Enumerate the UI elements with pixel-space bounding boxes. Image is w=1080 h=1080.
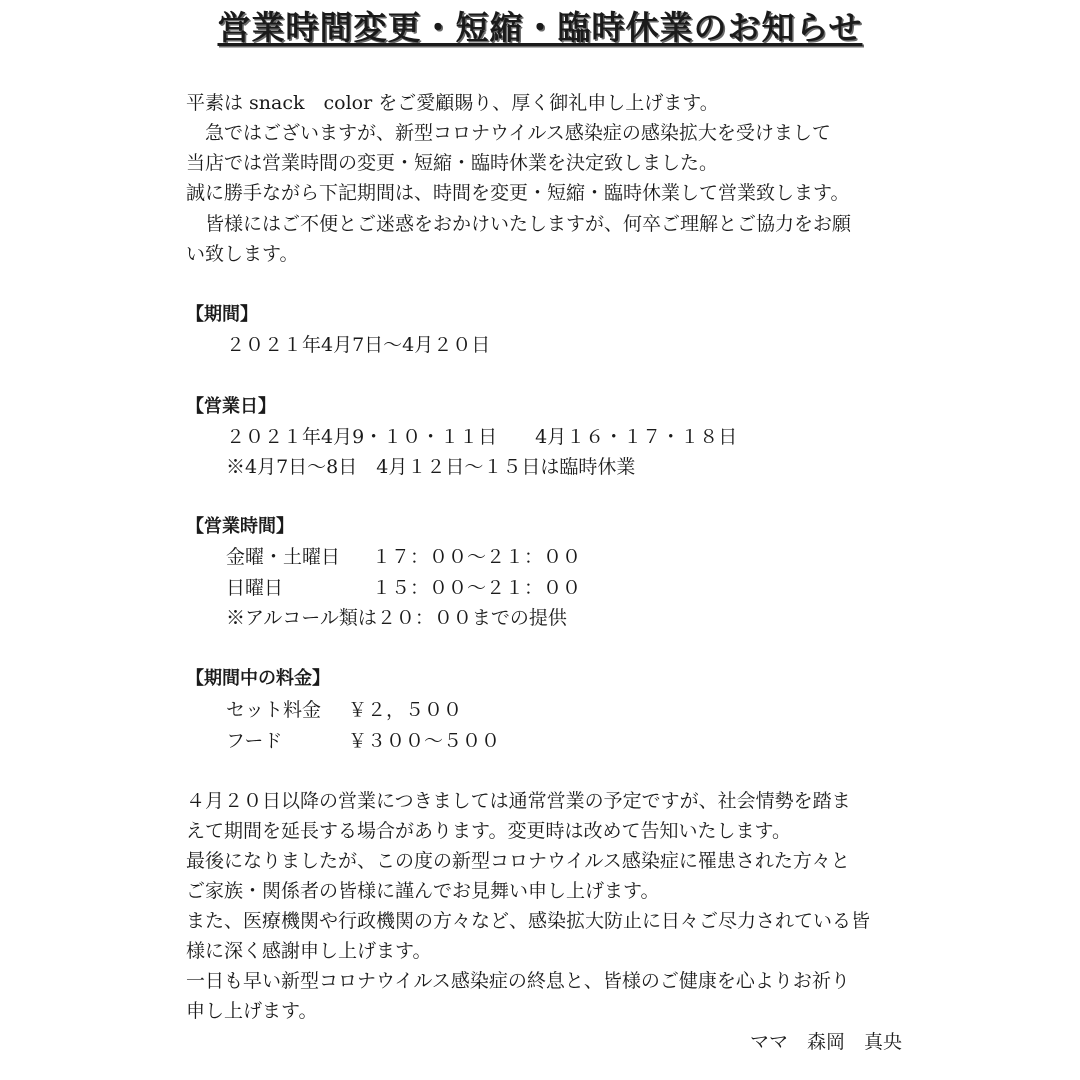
business-days-dates: ２０２１年4月9・１０・１１日 4月１６・１７・１８日 [226, 426, 738, 448]
notice-title [0, 8, 1080, 48]
closing-line: えて期間を延長する場合があります。変更時は改めて告知いたします。 [186, 820, 791, 842]
intro-line: 当店では営業時間の変更・短縮・臨時休業を決定致しました。 [186, 152, 719, 174]
intro-line: い致します。 [186, 243, 299, 265]
hours-time-value: １５：００〜２１：００ [372, 577, 582, 599]
closing-line: また、医療機関や行政機関の方々など、感染拡大防止に日々ご尽力されている皆 [186, 910, 871, 932]
intro-line: 皆様にはご不便とご迷惑をおかけいたしますが、何卒ご理解とご協力をお願 [186, 213, 852, 235]
period-value: ２０２１年4月7日〜4月２０日 [226, 334, 491, 356]
closing-line: 申し上げます。 [186, 1000, 318, 1022]
business-days-heading: 【営業日】 [186, 396, 276, 417]
intro-line: 平素は snack color をご愛顧賜り、厚く御礼申し上げます。 [186, 92, 719, 114]
closing-line: ４月２０日以降の営業につきましては通常営業の予定ですが、社会情勢を踏ま [186, 790, 851, 812]
closing-line: 様に深く感謝申し上げます。 [186, 940, 432, 962]
intro-line: 誠に勝手ながら下記期間は、時間を変更・短縮・臨時休業して営業致します。 [186, 182, 850, 204]
closing-line: 最後になりましたが、この度の新型コロナウイルス感染症に罹患された方々と [186, 850, 850, 872]
notice-title-text: 営業時間変更・短縮・臨時休業のお知らせ [217, 8, 863, 47]
intro-line: 急ではございますが、新型コロナウイルス感染症の感染拡大を受けまして [186, 122, 831, 144]
price-value: ￥３００〜５００ [348, 730, 501, 752]
business-days-closure-note: ※4月7日〜8日 4月１２日〜１５日は臨時休業 [226, 456, 636, 478]
hours-time-value: １７：００〜２１：００ [372, 546, 582, 568]
pricing-heading: 【期間中の料金】 [186, 668, 330, 689]
hours-day-label: 金曜・土曜日 [226, 546, 341, 568]
price-value: ￥２，５００ [348, 699, 463, 721]
closing-line: ご家族・関係者の皆様に謹んでお見舞い申し上げます。 [186, 880, 660, 902]
period-heading: 【期間】 [186, 304, 258, 325]
price-item-label: フード [226, 730, 283, 752]
closing-line: 一日も早い新型コロナウイルス感染症の終息と、皆様のご健康を心よりお祈り [186, 970, 850, 992]
hours-day-label: 日曜日 [226, 577, 284, 599]
price-item-label: セット料金 [226, 699, 322, 721]
business-hours-heading: 【営業時間】 [186, 516, 294, 537]
signature: ママ 森岡 真央 [749, 1031, 902, 1053]
alcohol-note: ※アルコール類は２０：００までの提供 [226, 607, 567, 629]
